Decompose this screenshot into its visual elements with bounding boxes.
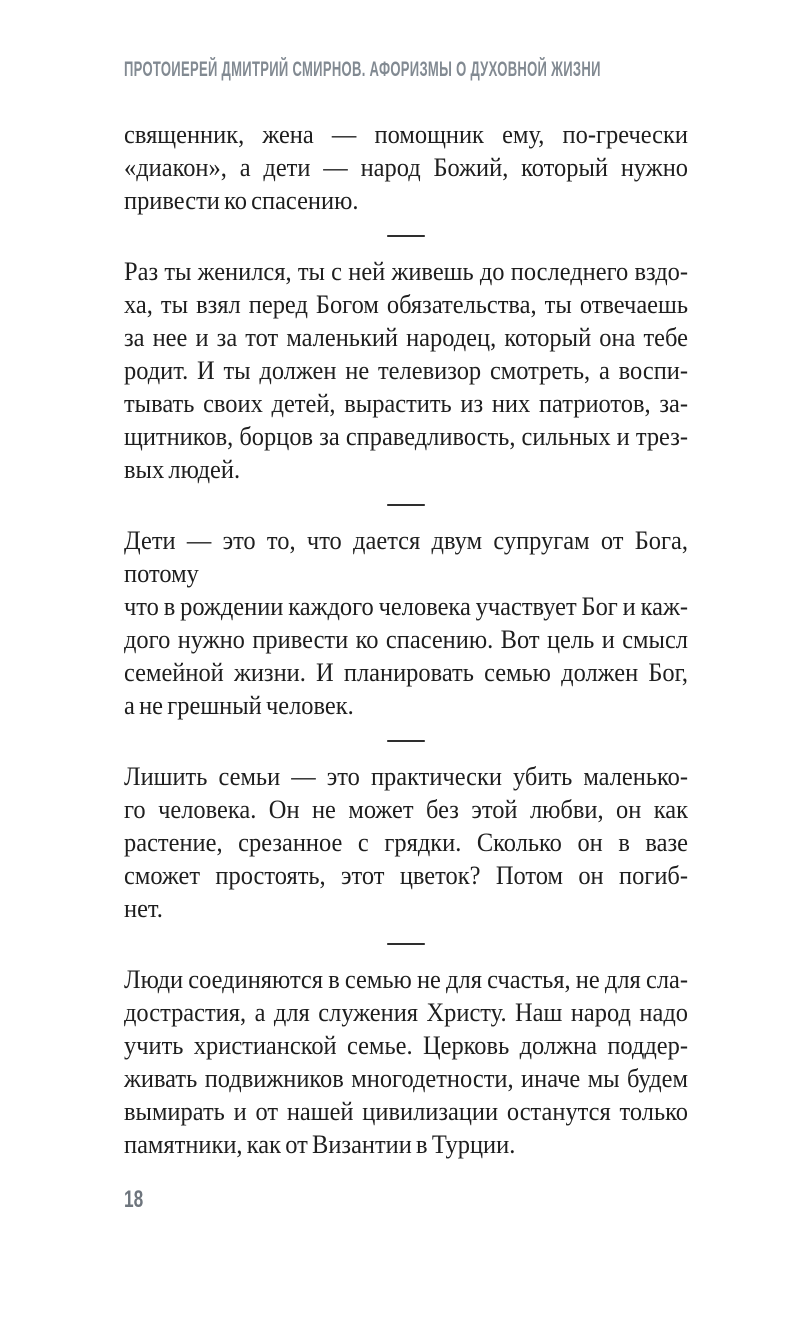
section-separator — [387, 235, 425, 237]
text-line: го человека. Он не может без этой любви, он как — [124, 795, 688, 824]
text-line: дого нужно привести ко спасению. Вот цель и смысл — [124, 625, 688, 654]
page-number: 18 — [124, 1186, 144, 1213]
section-separator — [387, 740, 425, 742]
section-separator — [387, 943, 425, 945]
book-page — [0, 58, 787, 1317]
text-line: вымирать и от нашей цивилизации останутся только — [124, 1097, 688, 1126]
text-line: нет. — [124, 894, 163, 923]
paragraph — [124, 255, 688, 486]
text-line: Раз ты женился, ты с ней живешь до последнего вздо- — [124, 257, 688, 286]
running-header: ПРОТОИЕРЕЙ ДМИТРИЙ СМИРНОВ. АФОРИЗМЫ О ДУХОВНОЙ ЖИЗНИ — [124, 58, 601, 81]
text-line: сможет простоять, этот цветок? Потом он погиб- — [124, 861, 688, 890]
paragraph — [124, 760, 688, 925]
text-line: священник, жена — помощник ему, по-гречески — [124, 120, 688, 149]
text-line: за нее и за тот маленький народец, который она тебе — [124, 323, 688, 352]
text-line: щитников, борцов за справедливость, сильных и трез- — [124, 422, 688, 451]
text-line: «диакон», а дети — народ Божий, который нужно — [124, 153, 688, 182]
text-line: вых людей. — [124, 455, 241, 484]
text-line: а не грешный человек. — [124, 691, 354, 720]
text-line: Дети — это то, что дается двум супругам от Бога, потому — [124, 526, 688, 588]
text-line: привести ко спасению. — [124, 186, 359, 215]
text-block — [124, 118, 688, 1161]
text-line: учить христианской семье. Церковь должна поддер- — [124, 1031, 688, 1060]
text-line: дострастия, а для служения Христу. Наш народ надо — [124, 998, 688, 1027]
paragraph — [124, 524, 688, 722]
paragraph — [124, 118, 688, 217]
paragraph — [124, 963, 688, 1161]
text-line: Люди соединяются в семью не для счастья, не для сла- — [124, 965, 688, 994]
text-line: тывать своих детей, вырастить из них патриотов, за- — [124, 389, 688, 418]
text-line: живать подвижников многодетности, иначе мы будем — [124, 1064, 688, 1093]
text-line: семейной жизни. И планировать семью должен Бог, — [124, 658, 688, 687]
text-line: родит. И ты должен не телевизор смотреть, а воспи- — [124, 356, 688, 385]
text-line: ха, ты взял перед Богом обязательства, ты отвечаешь — [124, 290, 688, 319]
text-line: Лишить семьи — это практически убить маленько- — [124, 762, 688, 791]
text-line: памятники, как от Византии в Турции. — [124, 1130, 516, 1159]
text-line: растение, срезанное с грядки. Сколько он в вазе — [124, 828, 688, 857]
text-line: что в рождении каждого человека участвует Бог и каж- — [124, 592, 688, 621]
section-separator — [387, 504, 425, 506]
